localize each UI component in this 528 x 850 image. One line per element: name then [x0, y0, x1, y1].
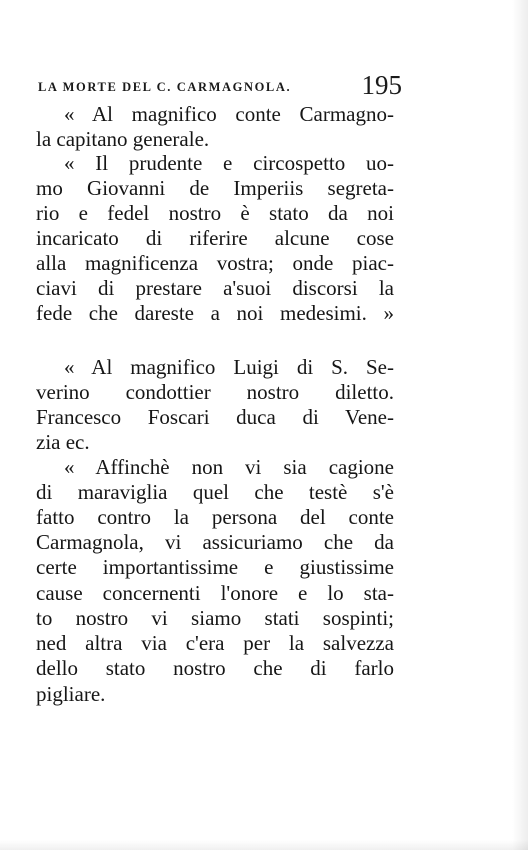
text-line: zia ec.: [36, 430, 90, 454]
running-header: [38, 72, 402, 102]
text-line: fede che dareste a noi medesimi. »: [36, 301, 394, 325]
text-line: la capitano generale.: [36, 127, 210, 151]
text-line: Carmagnola, vi assicuriamo che da: [36, 530, 394, 554]
text-line: Francesco Foscari duca di Vene-: [36, 405, 394, 429]
text-line: « Affinchè non vi sia cagione: [64, 455, 394, 479]
text-line: alla magnificenza vostra; onde piac-: [36, 251, 394, 275]
text-line: cause concernenti l'onore e lo sta-: [36, 581, 394, 605]
text-line: certe importantissime e giustissime: [36, 555, 394, 579]
text-line: fatto contro la persona del conte: [36, 505, 394, 529]
text-line: « Il prudente e circospetto uo-: [64, 151, 394, 175]
running-title: LA MORTE DEL C. CARMAGNOLA.: [38, 80, 292, 94]
text-line: mo Giovanni de Imperiis segreta-: [36, 176, 394, 200]
text-line: to nostro vi siamo stati sospinti;: [36, 606, 394, 630]
text-line: rio e fedel nostro è stato da noi: [36, 201, 394, 225]
text-line: verino condottier nostro diletto.: [36, 380, 394, 404]
page-number: 195: [361, 70, 402, 100]
text-line: dello stato nostro che di farlo: [36, 656, 394, 680]
text-line: pigliare.: [36, 682, 106, 706]
text-line: incaricato di riferire alcune cose: [36, 226, 394, 250]
text-line: « Al magnifico Luigi di S. Se-: [64, 355, 394, 379]
text-line: ciavi di prestare a'suoi discorsi la: [36, 276, 394, 300]
page-edge-shadow: [512, 0, 528, 850]
text-line: ned altra via c'era per la salvezza: [36, 631, 394, 655]
text-line: « Al magnifico conte Carmagno-: [64, 102, 394, 126]
text-line: di maraviglia quel che testè s'è: [36, 480, 394, 504]
page-bottom-shadow: [0, 840, 528, 850]
